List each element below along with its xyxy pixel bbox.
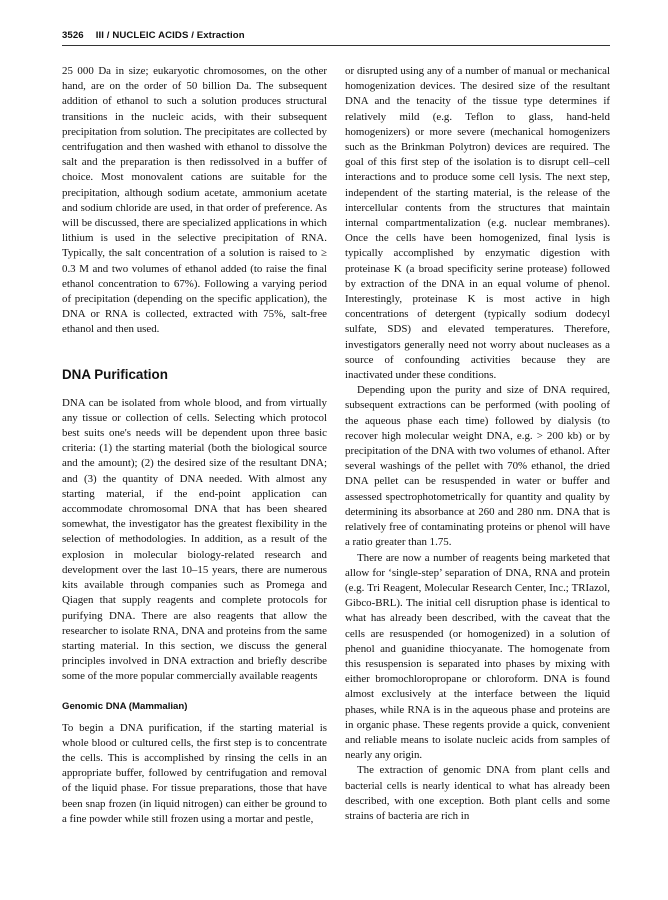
paragraph-intro: 25 000 Da in size; eukaryotic chromosomes, on the other hand, are on the order of 50 billion Da. The subsequent addition of ethanol to such a solution produces structural transitions in the nucleic acids, with their subsequent precipitation from solution. The precipitates are collected by centrifugation and then washed with ethanol to dissolve the salt and the preparation is then redissolved in a buffer of choice. Most monovalent cations are suitable for the precipitation, although sodium acetate, ammonium acetate and sodium chloride are used, in that order of preference. As will be discussed, there are specialized applications in which lithium is used in the selective precipitation of RNA. Typically, the salt concentration of a solution is raised to ≥ 0.3 M and two volumes of ethanol added (to raise the final ethanol concentration to 67%). Following a varying period of precipitation (depending on the specific application), the DNA or RNA is collected, extracted with 75%, salt-free ethanol and then used. <box>62 65 327 336</box>
paragraph-homogenization: or disrupted using any of a number of manual or mechanical homogenization devices. The desired size of the resultant DNA and the tenacity of the tissue type determines if relatively mild (e.g. Teflon to glass, hand-held homogenizers) or more severe (mechanical homogenizers such as the Brinkman Polytron) devices are required. The goal of this first step of the isolation is to disrupt cell–cell interactions and to produce some cell lysis. The next step, independent of the starting material, is the release of the intercellular contents from the structures that maintain internal compartmentalization (e.g. nuclear membranes). Once the cells have been homogenized, final lysis is typically accomplished by enzymatic digestion with proteinase K (a broad specificity serine protease) followed by extraction of the DNA in an equal volume of phenol. Interestingly, proteinase K is most active in high concentrations of detergent (typically sodium dodecyl sulfate, SDS) and elevated temperatures. Therefore, investigators generally need not worry about nucleases as a source of confounding activities because they are inactivated under these conditions. <box>345 65 610 382</box>
paragraph-plant-bacteria: The extraction of genomic DNA from plant cells and bacterial cells is nearly identical to what has already been described, with one exception. Both plant cells and some strains of bacteria are rich in <box>345 764 610 822</box>
paragraph-extractions: Depending upon the purity and size of DNA required, subsequent extractions can be performed (with pooling of the aqueous phase each time) followed by dialysis (to recover high molecular weight DNA, e.g. > 200 kb) or by precipitation of the DNA with two volumes of ethanol. After several washings of the pellet with 70% ethanol, the dried DNA pellet can be resuspended in water or buffer and assessed spectrophotometrically for quantity and quality by determining its absorbance at 260 and 280 nm. DNA that is relatively free of contaminating proteins or phenol will have a ratio greater than 1.75. <box>345 384 610 549</box>
left-column <box>62 64 327 827</box>
subsection-heading-genomic-dna: Genomic DNA (Mammalian) <box>62 700 188 712</box>
section-heading-dna-purification: DNA Purification <box>62 366 168 382</box>
header-rule <box>62 45 610 46</box>
paragraph-reagents: There are now a number of reagents being marketed that allow for ‘single-step’ separation of DNA, RNA and protein (e.g. Tri Reagent, Molecular Research Center, Inc.; TRIazol, Gibco-BRL). The initial cell disruption phase is identical to what has already been described, with the caveat that the cells are resuspended (or homogenized) in a solution of phenol and guanidine thiocyanate. The homogenate from this resuspension is separated into phases by mixing with either bromochloropropane or chloroform. DNA is found almost exclusively at the interface between the liquid phases, while RNA is in the aqueous phase and proteins are in organic phase. These regents provide a quick, convenient and reliable means to isolate nucleic acids from samples of nearly any origin. <box>345 551 610 762</box>
running-title: III / NUCLEIC ACIDS / Extraction <box>95 30 245 41</box>
right-column <box>345 64 610 824</box>
paragraph-genomic-dna: To begin a DNA purification, if the starting material is whole blood or cultured cells, the first step is to concentrate the cells. This is accomplished by rinsing the cells in an appropriate buffer, followed by centrifugation and removal of the liquid phase. For tissue preparations, those that have been snap frozen (in liquid nitrogen) can either be ground to a fine powder while still frozen using a mortar and pestle, <box>62 721 327 825</box>
paragraph-dna-purification: DNA can be isolated from whole blood, and from virtually any tissue or collection of cells. Selecting which protocol best suits one's needs will be dependent upon three basic criteria: (1) the starting material (both the biological source and the amount); (2) the desired size of the resultant DNA; and (3) the quantity of DNA needed. With almost any starting material, if the end-point application can accommodate chromosomal DNA that has been sheared somewhat, the investigator has the greatest flexibility in the selection of methodologies. In addition, as a result of the explosion in molecular biology-related research and development over the last 10–15 years, there are numerous kits available through companies such as Promega and Qiagen that supply reagents and complete protocols for purifying DNA. There are also reagents that allow the researcher to isolate RNA, DNA and proteins from the same starting material. In this section, we discuss the general principles involved in DNA extraction and briefly describe some of the more popular commercially available reagents <box>62 396 327 683</box>
running-header <box>62 30 610 41</box>
page-number: 3526 <box>62 30 84 41</box>
